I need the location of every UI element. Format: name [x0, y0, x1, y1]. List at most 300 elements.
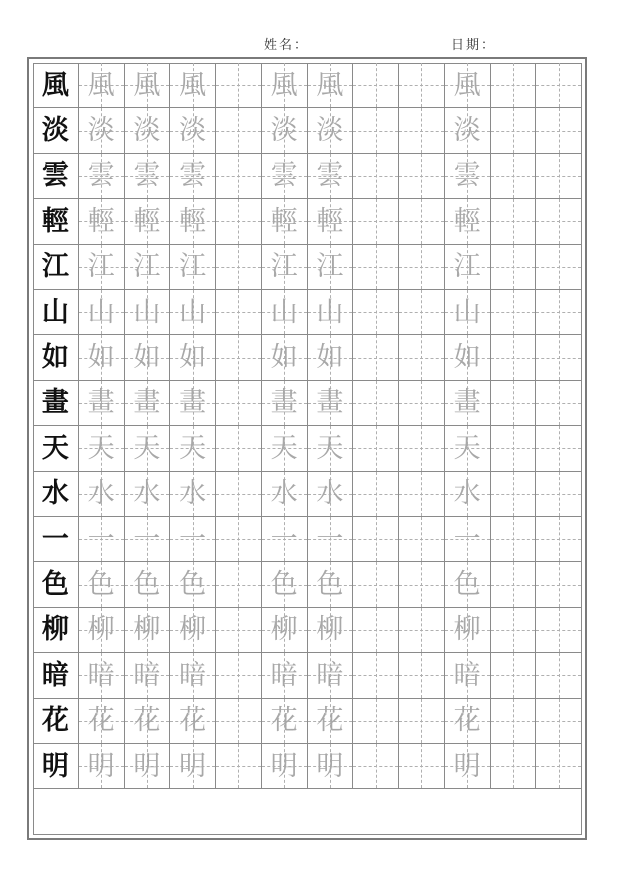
- blank-practice-cell: [353, 472, 399, 517]
- trace-character-cell: [308, 63, 354, 108]
- trace-character-cell: [262, 608, 308, 653]
- trace-character: 風: [270, 69, 298, 101]
- trace-character-cell: [262, 426, 308, 471]
- blank-practice-cell: [216, 245, 262, 290]
- trace-character: 淡: [87, 115, 115, 147]
- blank-practice-cell: [399, 199, 445, 244]
- trace-character-cell: [79, 472, 125, 517]
- trace-character-cell: [262, 63, 308, 108]
- blank-practice-cell: [536, 108, 582, 153]
- trace-character-cell: [170, 653, 216, 698]
- blank-practice-cell: [491, 154, 537, 199]
- trace-character: 雲: [133, 160, 161, 192]
- trace-character: 水: [316, 478, 344, 510]
- blank-practice-cell: [536, 63, 582, 108]
- trace-character: 暗: [270, 659, 298, 691]
- trace-character-cell: [79, 199, 125, 244]
- trace-character: 畫: [316, 387, 344, 419]
- trace-character-cell: [79, 562, 125, 607]
- trace-character: 山: [270, 296, 298, 328]
- blank-practice-cell: [491, 608, 537, 653]
- model-character: 暗: [41, 659, 69, 691]
- trace-character: 柳: [453, 614, 481, 646]
- trace-character-cell: [79, 653, 125, 698]
- trace-character: 水: [179, 478, 207, 510]
- blank-practice-cell: [491, 335, 537, 380]
- model-character-cell: [33, 608, 79, 653]
- blank-practice-cell: [353, 426, 399, 471]
- trace-character: 如: [87, 342, 115, 374]
- trace-character-cell: [79, 517, 125, 562]
- trace-character-cell: [445, 653, 491, 698]
- trace-character-cell: [262, 744, 308, 789]
- model-character-cell: [33, 154, 79, 199]
- trace-character: 江: [270, 251, 298, 283]
- trace-character: 一: [453, 523, 481, 555]
- trace-character: 天: [179, 432, 207, 464]
- trace-character-cell: [262, 517, 308, 562]
- model-character-cell: [33, 699, 79, 744]
- trace-character: 天: [87, 432, 115, 464]
- model-character: 柳: [41, 614, 69, 646]
- trace-character-cell: [125, 562, 171, 607]
- trace-character-cell: [125, 426, 171, 471]
- blank-practice-cell: [491, 472, 537, 517]
- trace-character-cell: [262, 199, 308, 244]
- trace-character-cell: [262, 290, 308, 335]
- trace-character-cell: [445, 744, 491, 789]
- trace-character-cell: [308, 699, 354, 744]
- model-character: 江: [41, 251, 69, 283]
- trace-character: 天: [316, 432, 344, 464]
- blank-practice-cell: [536, 335, 582, 380]
- blank-practice-cell: [216, 653, 262, 698]
- trace-character-cell: [79, 744, 125, 789]
- blank-practice-cell: [491, 562, 537, 607]
- trace-character-cell: [79, 245, 125, 290]
- blank-practice-cell: [491, 744, 537, 789]
- blank-practice-cell: [216, 154, 262, 199]
- model-character-cell: [33, 63, 79, 108]
- blank-practice-cell: [536, 699, 582, 744]
- trace-character-cell: [125, 653, 171, 698]
- model-character-cell: [33, 426, 79, 471]
- blank-practice-cell: [536, 426, 582, 471]
- trace-character-cell: [308, 653, 354, 698]
- trace-character-cell: [262, 154, 308, 199]
- blank-practice-cell: [491, 517, 537, 562]
- trace-character: 一: [87, 523, 115, 555]
- trace-character-cell: [125, 335, 171, 380]
- trace-character: 淡: [133, 115, 161, 147]
- trace-character-cell: [79, 381, 125, 426]
- trace-character-cell: [79, 108, 125, 153]
- trace-character-cell: [170, 608, 216, 653]
- trace-character-cell: [125, 63, 171, 108]
- trace-character-cell: [125, 517, 171, 562]
- blank-practice-cell: [536, 245, 582, 290]
- blank-practice-cell: [216, 335, 262, 380]
- blank-practice-cell: [216, 517, 262, 562]
- blank-practice-cell: [399, 517, 445, 562]
- model-character: 色: [41, 569, 69, 601]
- trace-character-cell: [445, 608, 491, 653]
- trace-character: 明: [87, 750, 115, 782]
- trace-character-cell: [308, 744, 354, 789]
- blank-practice-cell: [491, 381, 537, 426]
- model-character: 水: [41, 478, 69, 510]
- blank-practice-cell: [353, 381, 399, 426]
- blank-practice-cell: [353, 154, 399, 199]
- trace-character: 柳: [133, 614, 161, 646]
- blank-practice-cell: [353, 199, 399, 244]
- model-character: 天: [41, 432, 69, 464]
- trace-character: 輕: [179, 205, 207, 237]
- trace-character: 淡: [179, 115, 207, 147]
- trace-character-cell: [262, 653, 308, 698]
- trace-character-cell: [445, 199, 491, 244]
- blank-practice-cell: [536, 154, 582, 199]
- blank-practice-cell: [536, 608, 582, 653]
- blank-practice-cell: [216, 426, 262, 471]
- blank-practice-cell: [353, 335, 399, 380]
- trace-character-cell: [308, 562, 354, 607]
- trace-character: 柳: [87, 614, 115, 646]
- blank-practice-cell: [353, 744, 399, 789]
- trace-character: 暗: [179, 659, 207, 691]
- trace-character: 畫: [179, 387, 207, 419]
- trace-character: 山: [453, 296, 481, 328]
- trace-character: 山: [316, 296, 344, 328]
- trace-character: 花: [453, 705, 481, 737]
- trace-character: 雲: [316, 160, 344, 192]
- blank-practice-cell: [399, 154, 445, 199]
- trace-character: 一: [179, 523, 207, 555]
- trace-character-cell: [445, 426, 491, 471]
- trace-character-cell: [445, 472, 491, 517]
- trace-character-cell: [445, 699, 491, 744]
- blank-practice-cell: [399, 290, 445, 335]
- trace-character: 江: [453, 251, 481, 283]
- trace-character: 畫: [270, 387, 298, 419]
- trace-character: 明: [179, 750, 207, 782]
- trace-character-cell: [170, 517, 216, 562]
- trace-character-cell: [308, 290, 354, 335]
- trace-character-cell: [170, 245, 216, 290]
- trace-character: 淡: [270, 115, 298, 147]
- trace-character-cell: [262, 108, 308, 153]
- trace-character: 色: [270, 569, 298, 601]
- trace-character: 一: [133, 523, 161, 555]
- trace-character: 花: [179, 705, 207, 737]
- trace-character-cell: [125, 608, 171, 653]
- blank-practice-cell: [536, 290, 582, 335]
- model-character-cell: [33, 744, 79, 789]
- trace-character-cell: [308, 426, 354, 471]
- trace-character: 如: [270, 342, 298, 374]
- trace-character: 輕: [87, 205, 115, 237]
- trace-character: 花: [87, 705, 115, 737]
- trace-character-cell: [308, 608, 354, 653]
- blank-practice-cell: [399, 472, 445, 517]
- blank-practice-cell: [536, 199, 582, 244]
- trace-character-cell: [170, 108, 216, 153]
- trace-character-cell: [445, 335, 491, 380]
- blank-practice-cell: [536, 472, 582, 517]
- trace-character: 花: [133, 705, 161, 737]
- blank-practice-cell: [491, 63, 537, 108]
- blank-practice-cell: [399, 108, 445, 153]
- trace-character-cell: [308, 517, 354, 562]
- trace-character: 柳: [270, 614, 298, 646]
- blank-practice-cell: [491, 699, 537, 744]
- trace-character: 花: [270, 705, 298, 737]
- blank-practice-cell: [536, 653, 582, 698]
- trace-character-cell: [170, 426, 216, 471]
- trace-character: 江: [133, 251, 161, 283]
- trace-character-cell: [125, 245, 171, 290]
- blank-practice-cell: [399, 653, 445, 698]
- trace-character-cell: [125, 108, 171, 153]
- trace-character: 柳: [316, 614, 344, 646]
- trace-character-cell: [79, 426, 125, 471]
- model-character: 輕: [41, 205, 69, 237]
- blank-practice-cell: [353, 608, 399, 653]
- trace-character: 畫: [453, 387, 481, 419]
- trace-character: 如: [179, 342, 207, 374]
- blank-practice-cell: [216, 290, 262, 335]
- blank-practice-cell: [216, 744, 262, 789]
- trace-character: 輕: [133, 205, 161, 237]
- blank-practice-cell: [399, 426, 445, 471]
- trace-character-cell: [262, 562, 308, 607]
- trace-character: 雲: [179, 160, 207, 192]
- trace-character-cell: [262, 472, 308, 517]
- trace-character: 如: [133, 342, 161, 374]
- trace-character: 江: [87, 251, 115, 283]
- trace-character: 明: [133, 750, 161, 782]
- model-character-cell: [33, 381, 79, 426]
- trace-character: 一: [270, 523, 298, 555]
- blank-practice-cell: [216, 562, 262, 607]
- blank-practice-cell: [399, 381, 445, 426]
- trace-character-cell: [170, 699, 216, 744]
- blank-practice-cell: [491, 653, 537, 698]
- blank-practice-cell: [399, 245, 445, 290]
- trace-character-cell: [170, 154, 216, 199]
- trace-character: 色: [453, 569, 481, 601]
- blank-practice-cell: [216, 699, 262, 744]
- model-character-cell: [33, 108, 79, 153]
- blank-practice-cell: [216, 608, 262, 653]
- trace-character: 水: [453, 478, 481, 510]
- trace-character-cell: [125, 154, 171, 199]
- trace-character-cell: [445, 517, 491, 562]
- blank-practice-cell: [353, 562, 399, 607]
- trace-character-cell: [170, 744, 216, 789]
- blank-practice-cell: [536, 381, 582, 426]
- blank-practice-cell: [399, 335, 445, 380]
- model-character-cell: [33, 290, 79, 335]
- trace-character-cell: [79, 290, 125, 335]
- trace-character-cell: [170, 335, 216, 380]
- blank-practice-cell: [353, 245, 399, 290]
- model-character: 雲: [41, 160, 69, 192]
- trace-character-cell: [445, 108, 491, 153]
- blank-practice-cell: [491, 199, 537, 244]
- trace-character-cell: [308, 108, 354, 153]
- blank-practice-cell: [399, 699, 445, 744]
- model-character-cell: [33, 517, 79, 562]
- model-character-cell: [33, 199, 79, 244]
- trace-character: 如: [316, 342, 344, 374]
- trace-character: 明: [316, 750, 344, 782]
- trace-character: 山: [87, 296, 115, 328]
- trace-character-cell: [79, 608, 125, 653]
- trace-character: 風: [179, 69, 207, 101]
- trace-character-cell: [308, 245, 354, 290]
- trace-character-cell: [445, 290, 491, 335]
- blank-practice-cell: [536, 517, 582, 562]
- trace-character: 風: [133, 69, 161, 101]
- trace-character: 色: [316, 569, 344, 601]
- blank-practice-cell: [353, 108, 399, 153]
- trace-character-cell: [308, 335, 354, 380]
- blank-practice-cell: [399, 63, 445, 108]
- date-label: 日期：: [451, 38, 497, 53]
- model-character-cell: [33, 653, 79, 698]
- trace-character: 天: [453, 432, 481, 464]
- trace-character: 色: [133, 569, 161, 601]
- trace-character-cell: [125, 744, 171, 789]
- trace-character: 輕: [316, 205, 344, 237]
- trace-character: 淡: [453, 115, 481, 147]
- trace-character: 天: [270, 432, 298, 464]
- trace-character-cell: [308, 472, 354, 517]
- trace-character-cell: [445, 562, 491, 607]
- trace-character: 暗: [133, 659, 161, 691]
- blank-practice-cell: [353, 517, 399, 562]
- model-character: 如: [41, 342, 69, 374]
- trace-character: 山: [133, 296, 161, 328]
- trace-character-cell: [79, 335, 125, 380]
- trace-character: 風: [87, 69, 115, 101]
- trace-character-cell: [125, 699, 171, 744]
- blank-practice-cell: [536, 562, 582, 607]
- trace-character: 淡: [316, 115, 344, 147]
- model-character-cell: [33, 562, 79, 607]
- blank-practice-cell: [491, 426, 537, 471]
- trace-character: 水: [87, 478, 115, 510]
- trace-character: 風: [316, 69, 344, 101]
- trace-character-cell: [170, 290, 216, 335]
- trace-character-cell: [170, 199, 216, 244]
- model-character: 風: [41, 69, 69, 101]
- trace-character-cell: [445, 381, 491, 426]
- model-character-cell: [33, 335, 79, 380]
- blank-practice-cell: [353, 290, 399, 335]
- trace-character-cell: [308, 381, 354, 426]
- model-character-cell: [33, 472, 79, 517]
- trace-character-cell: [125, 290, 171, 335]
- trace-character: 水: [270, 478, 298, 510]
- trace-character: 輕: [453, 205, 481, 237]
- blank-footer-row: [33, 789, 582, 835]
- trace-character-cell: [262, 245, 308, 290]
- model-character: 明: [41, 750, 69, 782]
- trace-character-cell: [445, 154, 491, 199]
- blank-practice-cell: [491, 290, 537, 335]
- trace-character: 明: [270, 750, 298, 782]
- blank-practice-cell: [216, 472, 262, 517]
- trace-character: 輕: [270, 205, 298, 237]
- trace-character: 明: [453, 750, 481, 782]
- trace-character: 江: [179, 251, 207, 283]
- trace-character: 柳: [179, 614, 207, 646]
- blank-practice-cell: [353, 63, 399, 108]
- blank-practice-cell: [491, 108, 537, 153]
- trace-character-cell: [445, 63, 491, 108]
- trace-character-cell: [308, 199, 354, 244]
- blank-practice-cell: [536, 744, 582, 789]
- model-character: 一: [41, 523, 69, 555]
- trace-character: 色: [179, 569, 207, 601]
- trace-character: 山: [179, 296, 207, 328]
- trace-character-cell: [170, 63, 216, 108]
- trace-character-cell: [445, 245, 491, 290]
- trace-character: 色: [87, 569, 115, 601]
- model-character: 淡: [41, 115, 69, 147]
- trace-character: 花: [316, 705, 344, 737]
- blank-practice-cell: [399, 562, 445, 607]
- trace-character-cell: [170, 381, 216, 426]
- trace-character: 雲: [270, 160, 298, 192]
- trace-character: 暗: [87, 659, 115, 691]
- trace-character: 風: [453, 69, 481, 101]
- trace-character: 天: [133, 432, 161, 464]
- model-character-cell: [33, 245, 79, 290]
- blank-practice-cell: [353, 699, 399, 744]
- blank-practice-cell: [216, 63, 262, 108]
- trace-character-cell: [262, 699, 308, 744]
- trace-character: 暗: [316, 659, 344, 691]
- trace-character: 雲: [453, 160, 481, 192]
- trace-character-cell: [308, 154, 354, 199]
- model-character: 山: [41, 296, 69, 328]
- trace-character-cell: [125, 199, 171, 244]
- blank-practice-cell: [216, 199, 262, 244]
- trace-character: 畫: [133, 387, 161, 419]
- trace-character-cell: [262, 381, 308, 426]
- trace-character-cell: [170, 472, 216, 517]
- blank-practice-cell: [353, 653, 399, 698]
- blank-practice-cell: [399, 608, 445, 653]
- trace-character-cell: [79, 63, 125, 108]
- trace-character: 如: [453, 342, 481, 374]
- blank-practice-cell: [216, 381, 262, 426]
- trace-character-cell: [79, 699, 125, 744]
- trace-character: 一: [316, 523, 344, 555]
- model-character: 花: [41, 705, 69, 737]
- blank-practice-cell: [399, 744, 445, 789]
- trace-character: 水: [133, 478, 161, 510]
- trace-character-cell: [125, 381, 171, 426]
- trace-character-cell: [262, 335, 308, 380]
- model-character: 畫: [41, 387, 69, 419]
- trace-character-cell: [170, 562, 216, 607]
- trace-character: 江: [316, 251, 344, 283]
- trace-character-cell: [79, 154, 125, 199]
